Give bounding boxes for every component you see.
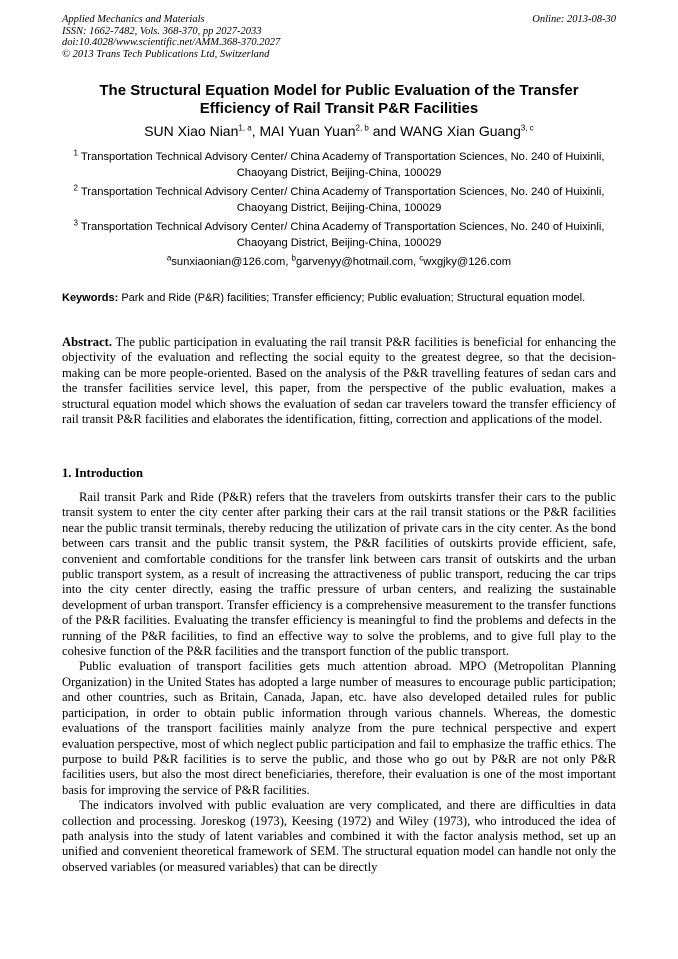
affiliation-number: 3 <box>73 218 78 228</box>
affiliation <box>62 219 616 251</box>
abstract-label: Abstract. <box>62 335 113 349</box>
journal-name: Applied Mechanics and Materials <box>62 14 205 25</box>
affiliation-text: Transportation Technical Advisory Center/ China Academy of Transportation Sciences, No. 240 of Huixinli, Chaoyang District, Beijing-China, 100029 <box>80 186 605 214</box>
email-superscript: b <box>291 253 296 263</box>
email-superscript: a <box>166 253 172 263</box>
email-address[interactable]: wxgjky@126.com <box>423 256 512 268</box>
author-separator: , <box>251 123 260 139</box>
keywords-label: Keywords: <box>62 292 119 304</box>
paragraph: Public evaluation of transport facilities gets much attention abroad. MPO (Metropolitan Planning Organization) in the United States has adopted a large number of measures to encourage public participation; and other countries, such as Britain, Canada, Japan, etc. have also developed detailed rules for public participation, in order to obtain public information through various channels. Whereas, the domestic evaluations of the transport facilities mainly analyze from the pure technical perspective and expert evaluation perspective, most of which neglect public participation and fail to emphasize the traffic ethics. The purpose to build P&R facilities is to serve the public, and those who go out by P&R are not only P&R facilities users, but also the most direct beneficiaries, therefore, their evaluation is one of the most important basis for improving the service of P&R facilities. <box>62 659 616 797</box>
author-list <box>62 122 616 140</box>
paper-title: The Structural Equation Model for Public Evaluation of the Transfer Efficiency of Rail Transit P&R Facilities <box>99 82 579 117</box>
doi-line: doi:10.4028/www.scientific.net/AMM.368-370.2027 <box>62 37 281 49</box>
author-separator: and <box>368 123 400 139</box>
affiliation <box>62 184 616 216</box>
author-name: WANG Xian Guang <box>400 123 521 139</box>
paragraph: Rail transit Park and Ride (P&R) refers that the travelers from outskirts transfer their cars to the public transit system to enter the city center after parking their cars at the rail transit stations or the P&R facilities near the public transit terminals, thereby reducing the utilization of private cars in the city center. As the bond between cars transit and the public transit system, the P&R facilities of outskirts provide efficient, safe, convenient and comfortable conditions for the transfer link between cars transit of outskirts and the urban public transport system, as a result of increasing the attractiveness of public transport, reducing the car trips into the city center directly, easing the traffic pressure of urban centers, and realizing the sustainable development of urban transport. Transfer efficiency is a comprehensive measurement to the transfer functions of the P&R facilities. Evaluating the transfer efficiency is meaningful to find the problems and defects in the running of the P&R facilities, to find an effective way to solve the problems, and to give full play to the cohesive function of the P&R facilities and the transport function of the public transport. <box>62 490 616 659</box>
section-heading: 1. Introduction <box>62 466 143 480</box>
author-name: MAI Yuan Yuan <box>259 123 356 139</box>
email-list: $^a$sunxiaonian@126.com, $^b$garvenyy@hotmail.com, $^c$wxgjky@126.com <box>166 253 512 268</box>
email-address[interactable]: sunxiaonian@126.com <box>171 256 286 268</box>
author-superscript: 1, a <box>238 123 252 133</box>
affiliation-number: 1 <box>73 148 78 158</box>
email-superscript: c <box>419 253 424 263</box>
email-address[interactable]: garvenyy@hotmail.com <box>295 256 414 268</box>
affiliation-text: Transportation Technical Advisory Center/ China Academy of Transportation Sciences, No. 240 of Huixinli, Chaoyang District, Beijing-China, 100029 <box>80 151 605 179</box>
abstract-text: The public participation in evaluating the rail transit P&R facilities is beneficial for enhancing the objectivity of the evaluation and reflecting the social equity to the greatest degree, so that the decision-making can be more people-oriented. Based on the analysis of the P&R travelling features of sedan cars and the transfer facilities service level, this paper, from the perspective of the public evaluation, makes a structural equation model which shows the evaluation of sedan car travelers toward the transfer efficiency of rail transit P&R facilities and elaborates the identification, fitting, correction and applications of the model. <box>62 335 616 427</box>
online-date: Online: 2013-08-30 <box>532 14 616 25</box>
author-superscript: 3, c <box>520 123 534 133</box>
section-body <box>62 490 616 875</box>
abstract <box>62 335 616 427</box>
author-superscript: 2, b <box>355 123 369 133</box>
keywords <box>62 291 616 306</box>
author-name: SUN Xiao Nian <box>144 123 239 139</box>
keywords-text: Park and Ride (P&R) facilities; Transfer efficiency; Public evaluation; Structural equation model. <box>121 292 586 304</box>
affiliation-number: 2 <box>73 183 78 193</box>
issn-line: ISSN: 1662-7482, Vols. 368-370, pp 2027-2033 <box>62 25 262 37</box>
journal-header <box>62 14 280 60</box>
copyright-line: © 2013 Trans Tech Publications Ltd, Switzerland <box>62 48 270 60</box>
affiliation-text: Transportation Technical Advisory Center/ China Academy of Transportation Sciences, No. 240 of Huixinli, Chaoyang District, Beijing-China, 100029 <box>80 221 605 249</box>
affiliation <box>62 149 616 181</box>
paragraph: The indicators involved with public evaluation are very complicated, and there are difficulties in data collection and processing. Joreskog (1973), Keesing (1972) and Wiley (1973), who introduced the idea of path analysis into the study of latent variables and combined it with the factor analysis method, set up an unified and convenient theoretical framework of SEM. The structural equation model can handle not only the observed variables (or measured variables) that can be directly <box>62 798 616 874</box>
